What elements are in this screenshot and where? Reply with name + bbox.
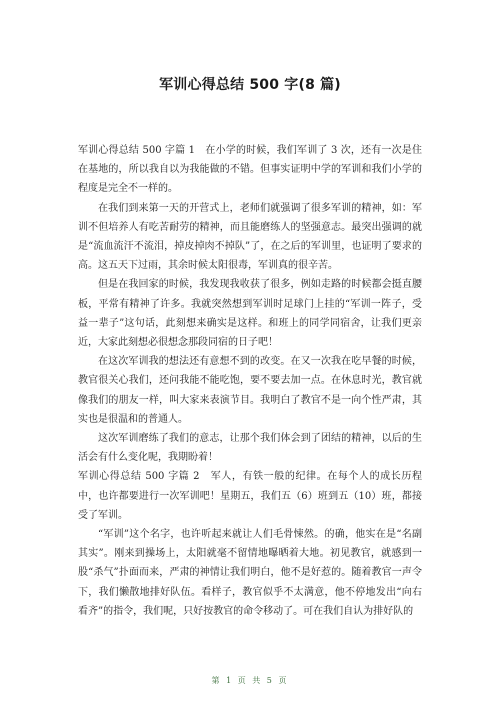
paragraph: 军训心得总结 500 字篇 1 在小学的时候，我们军训了 3 次，还有一次是住在基地的，所以我自以为我能做的不错。但事实证明中学的军训和我们小学的程度是完全不一样的。 [78,145,422,195]
document-body [78,141,422,621]
document-title: 军训心得总结 500 字(8 篇) [159,77,341,93]
paragraph: 在这次军训我的想法还有意想不到的改变。在又一次我在吃早餐的时候，教官很关心我们，还问我能不能吃饱，要不要去加一点。在休息时光，教官就像我们的朋友一样，叫大家来表演节目。我明白了教官不是一向个性严肃，其实也是很温和的普通人。 [78,356,422,425]
paragraph: 在我们到来第一天的开营式上，老师们就强调了很多军训的精神，如：军训不但培养人有吃苦耐劳的精神，而且能磨练人的坚强意志。最突出强调的就是“流血流汗不流泪，掉皮掉肉不掉队”了，在之后的军训里，也证明了要求的高。这五天下过雨，其余时候太阳很毒，军训真的很辛苦。 [78,202,422,272]
paragraph: 但是在我回家的时候，我发现我收获了很多，例如走路的时候都会挺直腰板，平常有精神了许多。我就突然想到军训时足球门上挂的“军训一阵子，受益一辈子”这句话，此刻想来确实是这样。和班上的同学同宿舍，让我们更亲近，大家此刻想必很想念那段同宿的日子吧！ [78,279,422,349]
paragraph: 这次军训磨练了我们的意志，让那个我们体会到了团结的精神，以后的生活会有什么变化呢，我期盼着！ [78,433,422,464]
page-number-footer: 第 1 页 共 5 页 [211,676,289,685]
paragraph: “军训”这个名字，也许听起来就让人们毛骨悚然。的确，他实在是“名副其实”。刚来到操场上，太阳就毫不留情地曝晒着大地。初见教官，就感到一股“杀气”扑面而来，严肃的神情让我们明白，他不是好惹的。随着教官一声令下，我们懒散地排好队伍。看样子，教官似乎不太满意，他不停地发出“向右看齐”的指令，我们呢，只好按教官的命令移动了。可在我们自认为排好队的 [78,529,422,617]
paragraph: 军训心得总结 500 字篇 2 军人，有铁一般的纪律。在每个人的成长历程中，也许都要进行一次军训吧！星期五，我们五（6）班到五（10）班，都接受了军训。 [78,471,422,521]
